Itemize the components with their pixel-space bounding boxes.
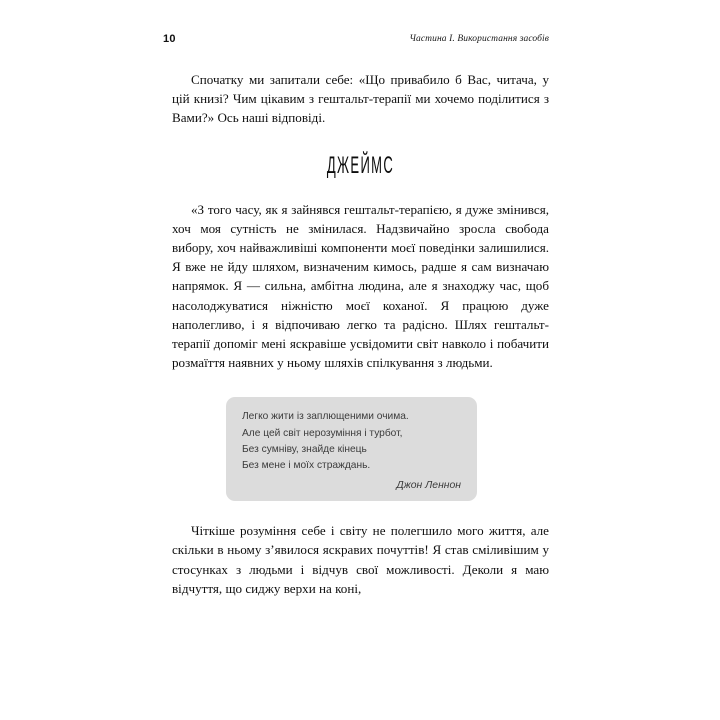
closing-paragraph: Чіткіше розуміння себе і світу не полегшило мого життя, але скільки в ньому з’явилося яскравих почуттів! Я став сміливішим у стосунках з людьми і відчув свої можливості. Деколи я маю відчуття, що сиджу верхи на коні, (172, 523, 549, 596)
intro-paragraph: Спочатку ми запитали себе: «Що привабило б Вас, читача, у цій книзі? Чим цікавим з гештальт-терапії ми хочемо поділитися з Вами?» Ось наші відповіді. (172, 72, 549, 126)
quote-line: Без мене і моїх страждань. (242, 460, 371, 472)
running-head-title: Частина I. Використання засобів (409, 34, 549, 44)
quote-attribution: Джон Леннон (396, 480, 461, 492)
page-number: 10 (163, 33, 176, 45)
spacer-before-quote (172, 372, 549, 397)
running-head (163, 33, 549, 49)
quote-line: Легко жити із заплющеними очима. (242, 411, 409, 423)
james-paragraph: «З того часу, як я зайнявся гештальт-терапією, я дуже змінився, хоч моя сутність не змінилася. Надзвичайно зросла свобода вибору, хоч найважливіші компоненти моєї поведінки залишилися. Я вже не йду шляхом, визначеним кимось, радше я сам визначаю напрямок. Я — сильна, амбітна людина, але я знаходжу час, щоб насолоджуватися ніжністю моєї коханої. Я працюю дуже наполегливо, і я відпочиваю легко та радісно. Шлях гештальт-терапії допоміг мені яскравіше усвідомити світ навколо і побачити розмаїття наявних у ньому шляхів спілкування з людьми. (172, 201, 549, 371)
quote-line: Але цей світ нерозуміння і турбот, (242, 427, 403, 439)
quote-line: Без сумніву, знайде кінець (242, 443, 367, 455)
spacer-after-quote (172, 501, 549, 521)
text-column (172, 70, 549, 598)
spacer-after-heading (172, 178, 549, 200)
spacer-after-intro (172, 128, 549, 154)
pull-quote-box (226, 397, 477, 501)
section-heading: ДЖЕЙМС (326, 151, 395, 179)
